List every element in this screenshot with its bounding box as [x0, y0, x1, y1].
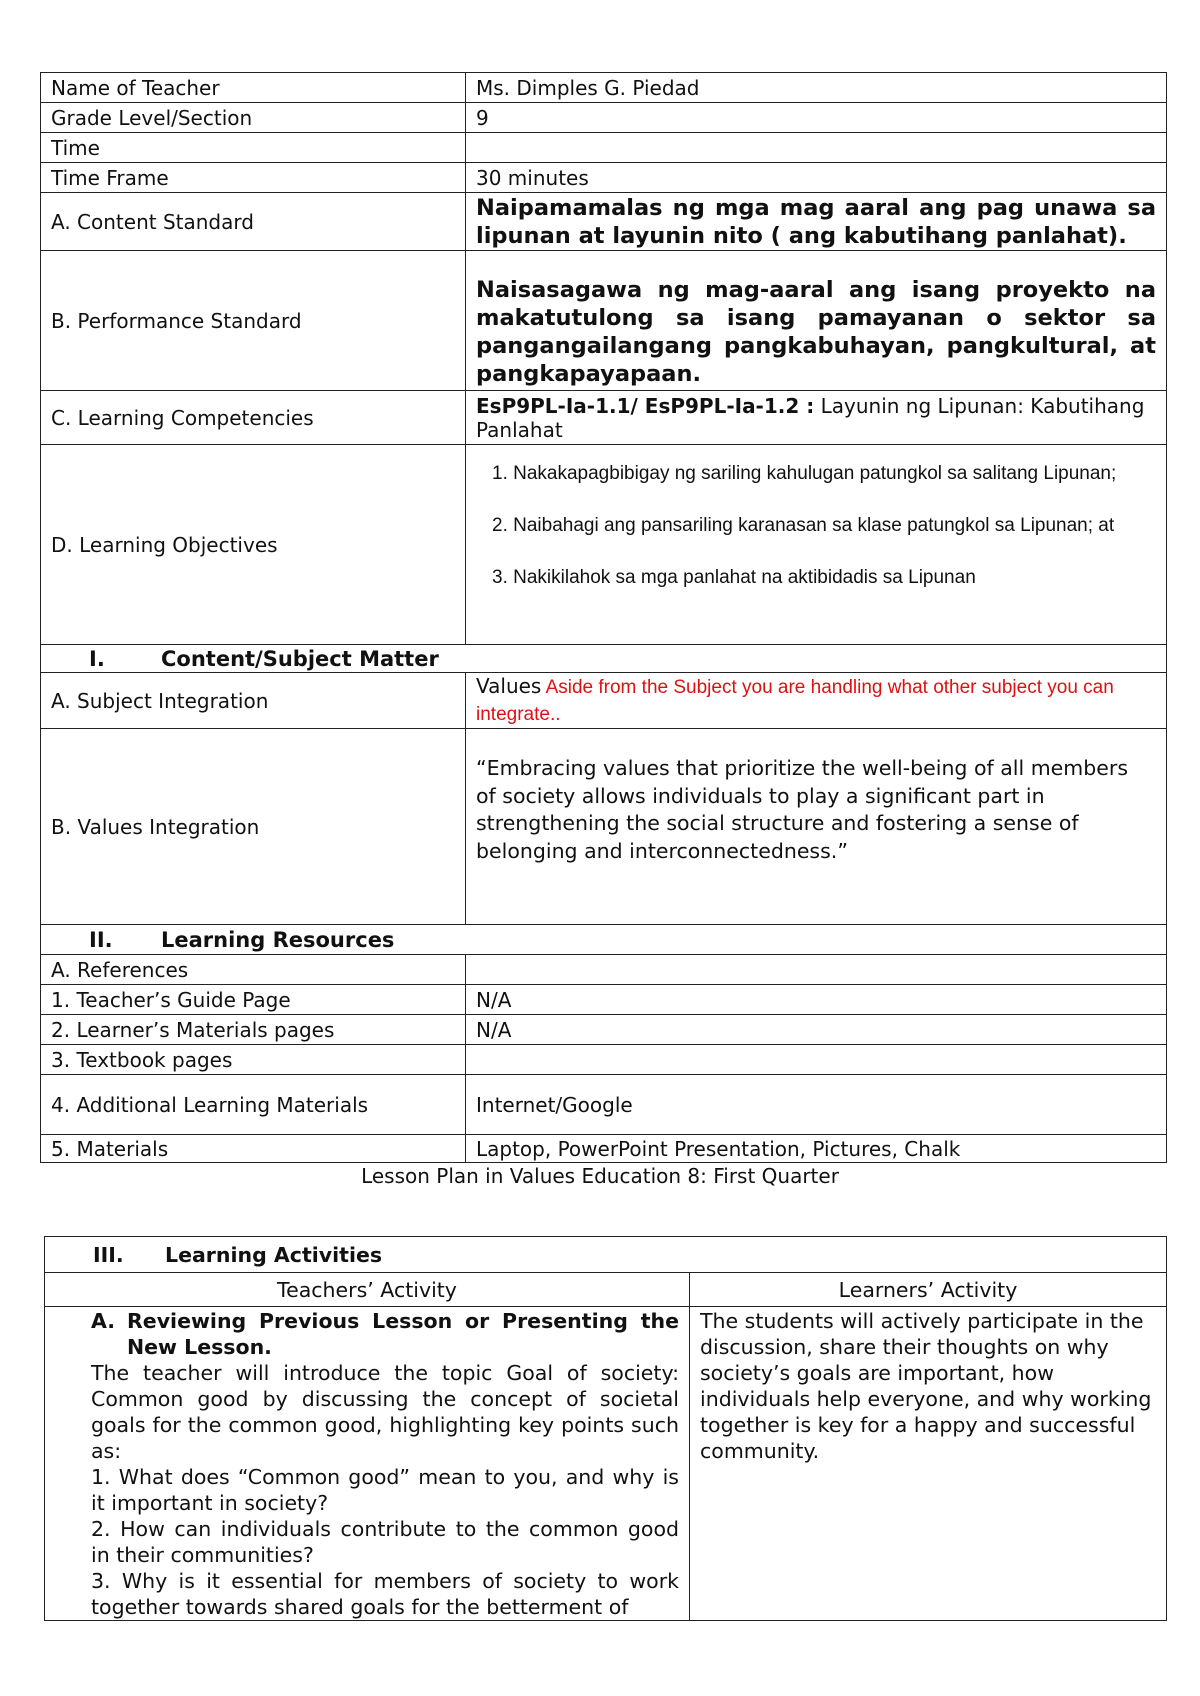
question-item: 1. What does “Common good” mean to you, and why is it important in society? [91, 1465, 679, 1515]
resource-value: N/A [466, 985, 1167, 1015]
teacher-value: Ms. Dimples G. Piedad [466, 73, 1167, 103]
review-heading [91, 1308, 679, 1360]
grade-value: 9 [466, 103, 1167, 133]
review-letter: A. [91, 1309, 116, 1333]
time-value [466, 133, 1167, 163]
teachers-activity-header: Teachers’ Activity [45, 1273, 690, 1307]
subject-value: Values [476, 673, 542, 698]
resource-label: 3. Textbook pages [41, 1045, 466, 1075]
resource-value [466, 1045, 1167, 1075]
values-integration-value: “Embracing values that prioritize the well-being of all members of society allows individuals to play a significant part in strengthening the social structure and fostering a sense of belonging and interconnectedness.” [466, 729, 1167, 925]
resource-label: A. References [41, 955, 466, 985]
subject-integration-value [466, 673, 1167, 729]
resources-section-heading [41, 925, 1167, 955]
lesson-plan-table [40, 72, 1167, 1163]
teacher-label: Name of Teacher [41, 73, 466, 103]
section-number: III. [93, 1242, 124, 1267]
objectives-list [466, 445, 1167, 645]
resource-value: Internet/Google [466, 1075, 1167, 1135]
subject-integration-label: A. Subject Integration [41, 673, 466, 729]
resource-label: 5. Materials [41, 1135, 466, 1163]
question-item: 2. How can individuals contribute to the common good in their communities? [91, 1517, 679, 1567]
performance-standard-label: B. Performance Standard [41, 251, 466, 391]
resource-value: Laptop, PowerPoint Presentation, Pictures, Chalk [466, 1135, 1167, 1163]
teacher-intro: The teacher will introduce the topic Goal of society: Common good by discussing the concept of societal goals for the common good, highlighting key points such as: [91, 1361, 679, 1463]
competencies-code: EsP9PL-Ia-1.1/ EsP9PL-Ia-1.2 : [476, 393, 815, 418]
timeframe-value: 30 minutes [466, 163, 1167, 193]
section-title: Content/Subject Matter [161, 646, 439, 671]
learners-activity-header: Learners’ Activity [690, 1273, 1167, 1307]
resource-value [466, 955, 1167, 985]
objective-item: 1. Nakakapagbibigay ng sariling kahulugan patungkol sa salitang Lipunan; [492, 463, 1117, 484]
competencies-text: Layunin ng Lipunan: Kabutihang Panlahat [476, 393, 1145, 442]
review-title: Reviewing Previous Lesson or Presenting the New Lesson. [127, 1309, 679, 1359]
resource-label: 1. Teacher’s Guide Page [41, 985, 466, 1015]
resource-label: 4. Additional Learning Materials [41, 1075, 466, 1135]
objective-item: 3. Nakikilahok sa mga panlahat na aktibidadis sa Lipunan [492, 567, 976, 588]
content-standard-value: Naipamamalas ng mga mag aaral ang pag unawa sa lipunan at layunin nito ( ang kabutihang panlahat). [466, 193, 1167, 251]
section-number: I. [89, 646, 105, 671]
objective-item: 2. Naibahagi ang pansariling karanasan sa klase patungkol sa Lipunan; at [492, 515, 1115, 536]
content-section-heading [41, 645, 1167, 673]
page-caption: Lesson Plan in Values Education 8: First Quarter [361, 1164, 839, 1188]
objectives-label: D. Learning Objectives [41, 445, 466, 645]
section-title: Learning Activities [165, 1242, 383, 1267]
teachers-activity-cell [45, 1307, 690, 1621]
content-standard-label: A. Content Standard [41, 193, 466, 251]
activities-table [44, 1236, 1167, 1621]
learners-activity-cell: The students will actively participate in the discussion, share their thoughts on why society’s goals are important, how individuals help everyone, and why working together is key for a happy and successful community. [690, 1307, 1167, 1621]
grade-label: Grade Level/Section [41, 103, 466, 133]
resource-value: N/A [466, 1015, 1167, 1045]
competencies-value [466, 391, 1167, 445]
subject-note: Aside from the Subject you are handling what other subject you can integrate.. [476, 676, 1114, 725]
section-number: II. [89, 927, 113, 952]
activities-heading [45, 1237, 1167, 1273]
question-item: 3. Why is it essential for members of society to work together towards shared goals for the betterment of [91, 1569, 679, 1619]
values-integration-label: B. Values Integration [41, 729, 466, 925]
performance-standard-value: Naisasagawa ng mag-aaral ang isang proyekto na makatutulong sa isang pamayanan o sektor sa pangangailangang pangkabuhayan, pangkultural, at pangkapayapaan. [466, 251, 1167, 391]
time-label: Time [41, 133, 466, 163]
section-title: Learning Resources [161, 927, 395, 952]
resource-label: 2. Learner’s Materials pages [41, 1015, 466, 1045]
timeframe-label: Time Frame [41, 163, 466, 193]
competencies-label: C. Learning Competencies [41, 391, 466, 445]
